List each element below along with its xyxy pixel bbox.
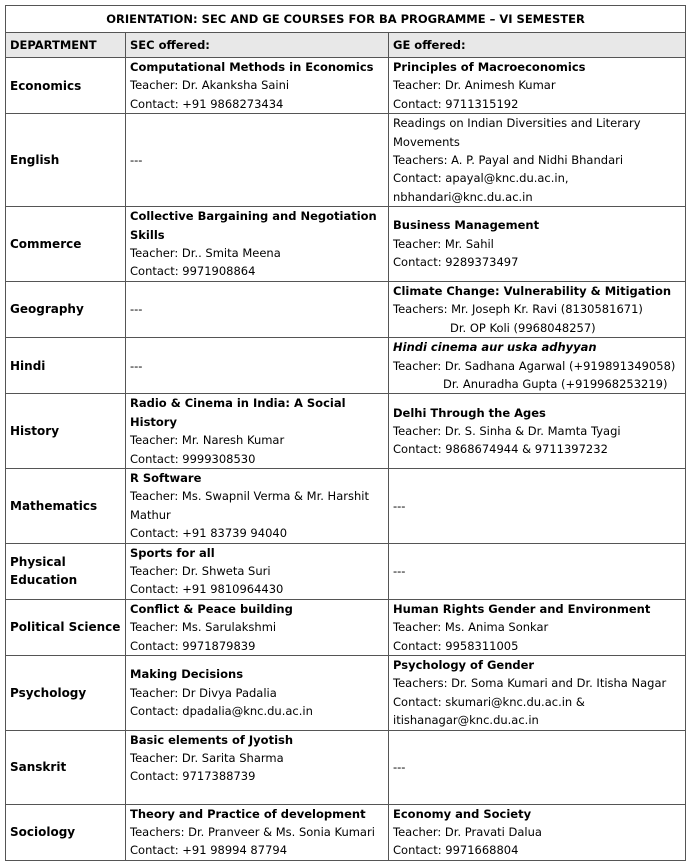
ge-contact: Contact: 9958311005 xyxy=(393,638,519,653)
ge-teacher: Teachers: Dr. Soma Kumari and Dr. Itisha Nagar xyxy=(393,676,667,691)
sec-cell xyxy=(126,656,389,731)
ge-empty: --- xyxy=(389,730,686,804)
sec-cell xyxy=(126,599,389,655)
sec-course: Basic elements of Jyotish xyxy=(130,732,294,747)
sec-course: Computational Methods in Economics xyxy=(130,60,374,74)
ge-teacher: Teacher: Dr. Sadhana Agarwal (+919891349058) xyxy=(393,358,676,373)
table-row xyxy=(6,338,686,394)
ge-cell xyxy=(389,804,686,860)
sec-contact: Contact: dpadalia@knc.du.ac.in xyxy=(130,704,313,719)
ge-cell xyxy=(389,58,686,114)
sec-contact: Contact: 9971879839 xyxy=(130,638,256,653)
ge-contact-2: nbhandari@knc.du.ac.in xyxy=(393,189,533,204)
ge-contact: Contact: 9711315192 xyxy=(393,96,519,111)
dept-sanskrit: Sanskrit xyxy=(6,730,126,804)
sec-teacher: Teacher: Dr.. Smita Meena xyxy=(130,246,281,261)
dept-hindi: Hindi xyxy=(6,338,126,394)
ge-cell xyxy=(389,394,686,469)
ge-contact: Contact: 9868674944 & 9711397232 xyxy=(393,442,608,457)
sec-teacher: Teacher: Dr. Akanksha Saini xyxy=(130,78,290,93)
sec-course: R Software xyxy=(130,470,202,485)
header-ge: GE offered: xyxy=(389,33,686,58)
sec-teacher: Teacher: Dr. Sarita Sharma xyxy=(130,751,284,766)
table-row xyxy=(6,656,686,731)
sec-teacher: Teachers: Dr. Pranveer & Ms. Sonia Kumari xyxy=(130,825,375,840)
sec-course: Sports for all xyxy=(130,545,215,560)
sec-empty: --- xyxy=(126,114,389,207)
course-table xyxy=(5,5,686,861)
ge-teacher: Teacher: Mr. Sahil xyxy=(393,236,494,251)
sec-contact: Contact: +91 98994 87794 xyxy=(130,843,288,858)
sec-contact: Contact: 9717388739 xyxy=(130,769,256,784)
ge-cell xyxy=(389,207,686,282)
table-row xyxy=(6,804,686,860)
ge-course: Readings on Indian Diversities and Literary Movements xyxy=(393,116,641,149)
table-title: ORIENTATION: SEC AND GE COURSES FOR BA PROGRAMME – VI SEMESTER xyxy=(6,6,686,33)
sec-cell xyxy=(126,58,389,114)
ge-course: Business Management xyxy=(393,218,540,233)
ge-teacher-2: Dr. Anuradha Gupta (+919968253219) xyxy=(443,376,668,391)
sec-course: Theory and Practice of development xyxy=(130,806,366,821)
sec-contact: Contact: 9971908864 xyxy=(130,264,256,279)
ge-course: Hindi cinema aur uska adhyyan xyxy=(393,340,597,355)
ge-teacher: Teachers: A. P. Payal and Nidhi Bhandari xyxy=(393,153,624,168)
ge-course: Economy and Society xyxy=(393,806,532,821)
sec-cell xyxy=(126,804,389,860)
sec-contact: Contact: +91 9868273434 xyxy=(130,96,284,111)
ge-empty: --- xyxy=(389,543,686,599)
table-row xyxy=(6,114,686,207)
sec-teacher: Teacher: Dr Divya Padalia xyxy=(130,685,277,700)
sec-empty: --- xyxy=(126,338,389,394)
ge-contact: Contact: apayal@knc.du.ac.in, xyxy=(393,171,569,186)
ge-teacher: Teacher: Ms. Anima Sonkar xyxy=(393,620,549,635)
ge-empty: --- xyxy=(389,468,686,543)
dept-physical-education: Physical Education xyxy=(6,543,126,599)
header-department: DEPARTMENT xyxy=(6,33,126,58)
ge-course: Delhi Through the Ages xyxy=(393,405,546,420)
table-row xyxy=(6,207,686,282)
sec-cell xyxy=(126,394,389,469)
ge-contact: Contact: skumari@knc.du.ac.in & xyxy=(393,694,585,709)
dept-history: History xyxy=(6,394,126,469)
dept-mathematics: Mathematics xyxy=(6,468,126,543)
table-row xyxy=(6,394,686,469)
ge-cell xyxy=(389,281,686,337)
ge-teacher: Teachers: Mr. Joseph Kr. Ravi (8130581671) xyxy=(393,302,643,317)
ge-course: Principles of Macroeconomics xyxy=(393,60,586,74)
sec-teacher: Teacher: Dr. Shweta Suri xyxy=(130,563,271,578)
ge-cell xyxy=(389,114,686,207)
table-row xyxy=(6,281,686,337)
sec-contact: Contact: +91 9810964430 xyxy=(130,582,284,597)
sec-cell xyxy=(126,543,389,599)
sec-course: Conflict & Peace building xyxy=(130,601,293,616)
ge-contact-2: itishanagar@knc.du.ac.in xyxy=(393,713,539,728)
dept-psychology: Psychology xyxy=(6,656,126,731)
ge-cell xyxy=(389,656,686,731)
sec-course: Radio & Cinema in India: A Social History xyxy=(130,396,346,429)
header-row xyxy=(6,33,686,58)
sec-course: Making Decisions xyxy=(130,667,244,682)
ge-cell xyxy=(389,599,686,655)
ge-cell xyxy=(389,338,686,394)
ge-teacher: Teacher: Dr. Animesh Kumar xyxy=(393,78,556,93)
table-row xyxy=(6,599,686,655)
sec-course: Collective Bargaining and Negotiation Skills xyxy=(130,209,377,242)
ge-course: Climate Change: Vulnerability & Mitigation xyxy=(393,283,672,298)
table-row xyxy=(6,730,686,804)
dept-commerce: Commerce xyxy=(6,207,126,282)
sec-contact: Contact: 9999308530 xyxy=(130,451,256,466)
ge-teacher: Teacher: Dr. S. Sinha & Dr. Mamta Tyagi xyxy=(393,423,621,438)
table-row xyxy=(6,58,686,114)
dept-english: English xyxy=(6,114,126,207)
sec-empty: --- xyxy=(126,281,389,337)
ge-course: Psychology of Gender xyxy=(393,658,535,672)
sec-cell xyxy=(126,730,389,804)
table-row xyxy=(6,468,686,543)
ge-course: Human Rights Gender and Environment xyxy=(393,601,651,616)
sec-teacher: Teacher: Ms. Swapnil Verma & Mr. Harshit Mathur xyxy=(130,489,369,522)
ge-teacher-2: Dr. OP Koli (9968048257) xyxy=(450,320,596,335)
course-table-document xyxy=(5,5,685,861)
dept-sociology: Sociology xyxy=(6,804,126,860)
sec-teacher: Teacher: Ms. Sarulakshmi xyxy=(130,620,277,635)
sec-contact: Contact: +91 83739 94040 xyxy=(130,526,288,541)
sec-cell xyxy=(126,207,389,282)
dept-political-science: Political Science xyxy=(6,599,126,655)
ge-contact: Contact: 9289373497 xyxy=(393,255,519,270)
table-row xyxy=(6,543,686,599)
header-sec: SEC offered: xyxy=(126,33,389,58)
ge-teacher: Teacher: Dr. Pravati Dalua xyxy=(393,825,542,840)
dept-economics: Economics xyxy=(6,58,126,114)
sec-teacher: Teacher: Mr. Naresh Kumar xyxy=(130,433,285,448)
ge-contact: Contact: 9971668804 xyxy=(393,843,519,858)
sec-cell xyxy=(126,468,389,543)
dept-geography: Geography xyxy=(6,281,126,337)
